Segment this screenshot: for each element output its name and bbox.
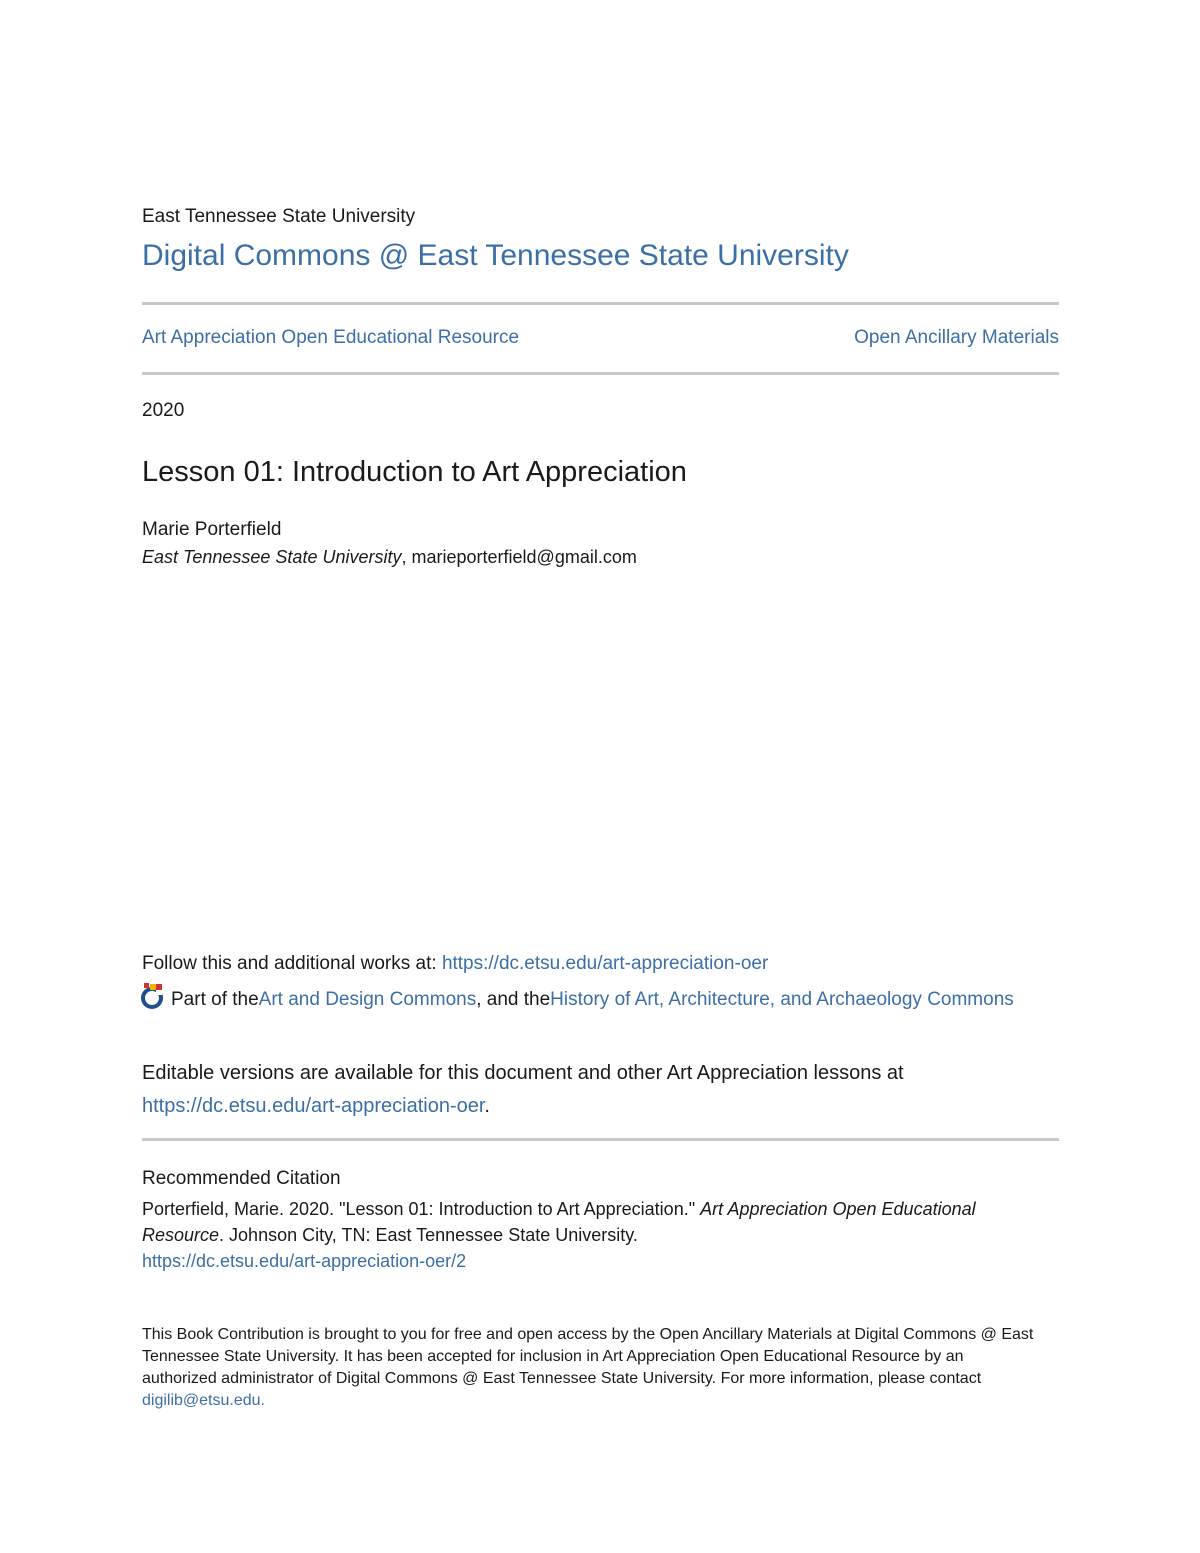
author-affiliation-line [142,547,637,568]
editable-text: Editable versions are available for this document and other Art Appreciation lessons at [142,1062,904,1084]
collection-link-series[interactable]: Art Appreciation Open Educational Resource [142,327,520,348]
network-commons-logo-icon [140,981,166,1011]
citation-url-link[interactable]: https://dc.etsu.edu/art-appreciation-oer/2 [142,1251,467,1271]
affiliation-separator: , [401,547,412,567]
access-statement [142,1324,1042,1412]
author-email: marieporterfield@gmail.com [411,547,637,567]
part-of-prefix: Part of the [171,989,259,1010]
divider-top [142,302,1059,305]
history-art-commons-link[interactable]: History of Art, Architecture, and Archaeology Commons [550,989,1014,1010]
citation-body [142,1196,1059,1274]
repository-title-link[interactable]: Digital Commons @ East Tennessee State University [142,239,849,272]
editable-versions-note [142,1057,1059,1123]
citation-series: Art Appreciation Open Educational Resource [142,1199,976,1245]
access-statement-text: This Book Contribution is brought to you for free and open access by the Open Ancillary Materials at Digital Commons @ East Tennessee State University. It has been accepted for inclusion in Art Appreciation Open Educational Resource by an authorized administrator of Digital Commons @ East Tennessee State University. For more information, please contact [142,1326,1034,1387]
art-design-commons-link[interactable]: Art and Design Commons [258,989,477,1010]
divider-bottom [142,1138,1059,1141]
citation-publisher: . Johnson City, TN: East Tennessee State University. [219,1225,638,1245]
follow-url-link[interactable]: https://dc.etsu.edu/art-appreciation-oer [441,953,769,974]
publication-year: 2020 [142,400,185,421]
editable-url-link[interactable]: https://dc.etsu.edu/art-appreciation-oer [142,1095,485,1117]
citation-text: Porterfield, Marie. 2020. "Lesson 01: Introduction to Art Appreciation." [142,1199,701,1219]
follow-prefix: Follow this and additional works at: [142,953,442,974]
part-of-line [140,985,1070,1015]
citation-heading: Recommended Citation [142,1168,341,1189]
institution-name: East Tennessee State University [142,206,416,227]
author-affiliation: East Tennessee State University [142,547,402,567]
collection-link-community[interactable]: Open Ancillary Materials [854,327,1059,348]
document-title: Lesson 01: Introduction to Art Appreciation [142,456,687,488]
author-name: Marie Porterfield [142,519,282,540]
follow-line [142,953,768,975]
contact-email-link[interactable]: digilib@etsu.edu [142,1392,261,1409]
divider-middle [142,372,1059,375]
access-statement-suffix: . [260,1392,265,1409]
part-of-middle: , and the [476,989,551,1010]
editable-suffix: . [484,1095,490,1117]
